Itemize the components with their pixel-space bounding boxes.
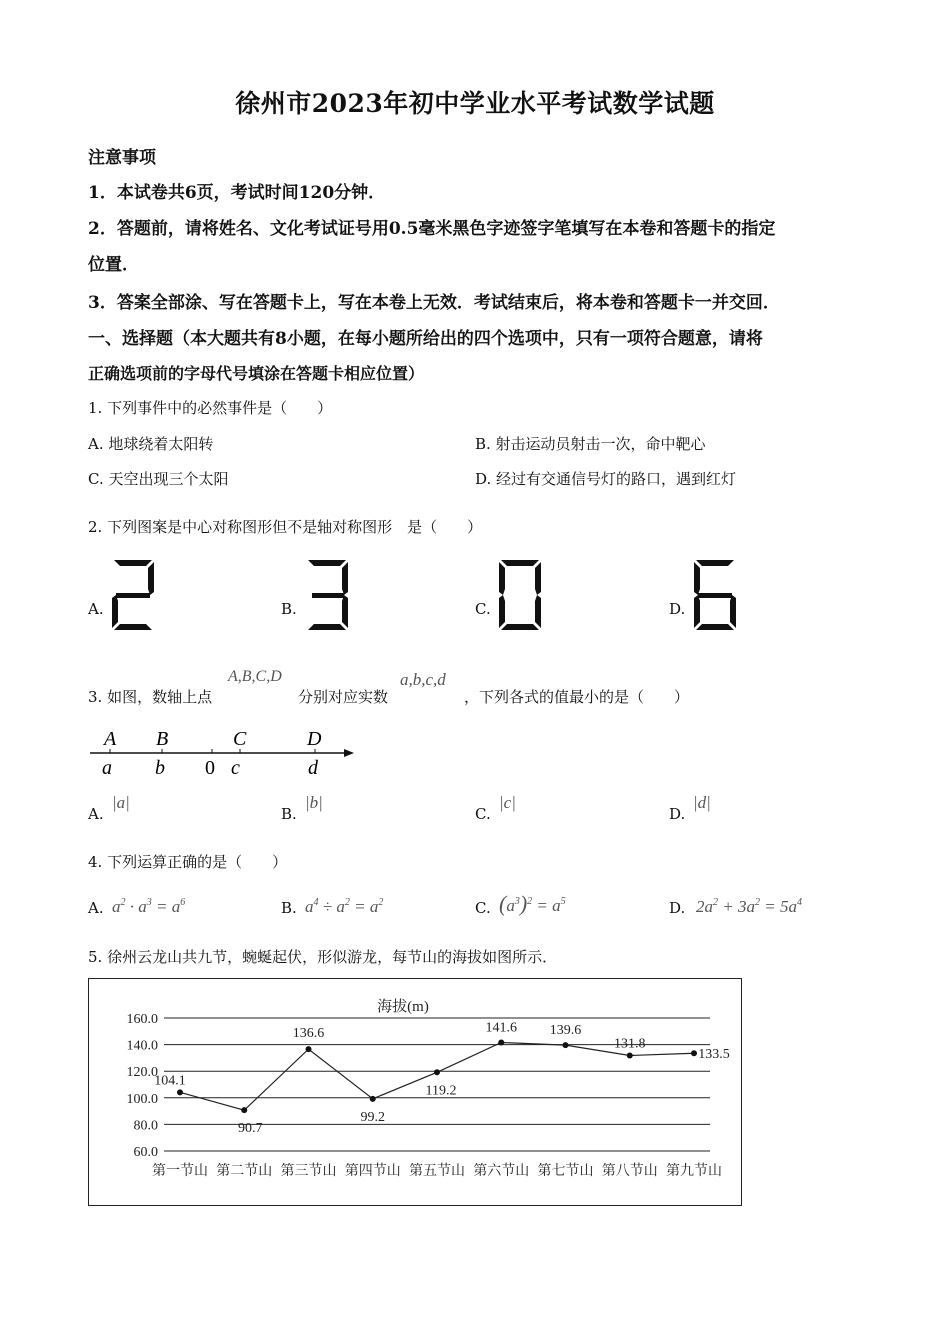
q1-option-d: D. 经过有交通信号灯的路口，遇到红灯 [475,470,737,488]
q3-option-b-math: |b| [305,793,323,812]
q1-option-b: B. 射击运动员射击一次，命中靶心 [475,435,706,453]
axis-label-d: d [308,757,318,779]
data-label: 99.2 [360,1109,385,1125]
q2-option-a: A. [88,600,104,618]
q3-stem-mid: 分别对应实数 [298,688,389,706]
note-item-2-cont: 位置． [88,255,139,275]
axis-label-C: C [233,728,247,750]
number-line-arrow-icon [344,749,354,757]
q4-option-a-math: $a^2 \cdot a^3 = a^6$ [112,897,186,916]
chart-title: 海拔(m) [377,999,429,1015]
y-tick-label: 160.0 [126,1012,158,1027]
section-heading-cont: 正确选项前的字母代号填涂在答题卡相应位置） [88,364,425,383]
q2-stem: 2. 下列图案是中心对称图形但不是轴对称图形 是（ ） [88,518,483,536]
q3-stem-pre: 3. 如图，数轴上点 [88,688,213,706]
y-tick-label: 120.0 [126,1065,158,1081]
x-tick-label: 第二节山 [216,1164,273,1179]
axis-label-a: a [102,757,112,779]
q3-option-d-math: |d| [693,793,711,812]
q3-option-b: B. [281,805,297,823]
series-line [180,1042,694,1110]
y-tick-label: 140.0 [126,1038,158,1054]
x-tick-label: 第七节山 [537,1164,594,1179]
q3-option-d: D. [669,805,686,823]
axis-label-zero: 0 [205,757,215,779]
data-point [627,1053,633,1059]
q3-option-c: C. [475,805,491,823]
q2-option-b: B. [281,600,297,618]
q2-option-c: C. [475,600,491,618]
data-point [241,1107,247,1113]
q4-option-a: A. [88,899,104,917]
q3-option-a: A. [88,805,104,823]
digit-0-figure [497,558,543,632]
altitude-chart [88,978,742,1206]
section-heading: 一、选择题（本大题共有8小题，在每小题所给出的四个选项中，只有一项符合题意，请将 [88,329,763,349]
data-label: 90.7 [238,1121,263,1137]
q4-option-c-math: $(a^3)^2 = a^5$ [499,891,566,916]
data-label: 139.6 [549,1023,582,1039]
data-label: 141.6 [485,1020,517,1036]
data-point [370,1096,376,1102]
number-line-figure [88,724,368,780]
q4-stem: 4. 下列运算正确的是（ ） [88,853,288,871]
q1-option-a: A. 地球绕着太阳转 [88,435,214,453]
q3-stem-post: ，下列各式的值最小的是（ ） [464,688,690,706]
q4-option-d-math: $2a^2 + 3a^2 = 5a^4$ [696,897,802,916]
x-tick-label: 第五节山 [409,1164,465,1179]
data-point [434,1069,440,1075]
data-label: 136.6 [292,1026,325,1042]
data-point [306,1046,312,1052]
page-title: 徐州市2023年初中学业水平考试数学试题 [235,89,715,118]
q4-option-d: D. [669,899,686,917]
q4-option-b: B. [281,899,297,917]
q3-option-c-math: |c| [499,793,516,812]
x-tick-label: 第九节山 [666,1164,722,1179]
x-tick-label: 第一节山 [152,1164,208,1179]
data-label: 133.5 [698,1047,730,1063]
q2-option-d: D. [669,600,686,618]
axis-label-A: A [104,728,117,750]
axis-label-c: c [231,757,240,779]
note-item-3: 3．答案全部涂、写在答题卡上，写在本卷上无效．考试结束后，将本卷和答题卡一并交回． [88,293,780,313]
y-tick-label: 80.0 [133,1118,158,1134]
data-label: 104.1 [154,1073,186,1089]
data-label: 119.2 [425,1083,457,1099]
q3-option-a-math: |a| [112,793,130,812]
axis-label-D: D [307,728,322,750]
axis-label-B: B [156,728,169,750]
data-point [691,1050,697,1056]
digit-6-figure [692,558,738,632]
q4-option-b-math: $a^4 \div a^2 = a^2$ [305,897,384,916]
y-tick-label: 60.0 [133,1145,158,1160]
notes-heading: 注意事项 [88,148,156,168]
note-item-1: 1．本试卷共6页，考试时间120分钟． [88,183,386,203]
q1-option-c: C. 天空出现三个太阳 [88,470,229,488]
x-tick-label: 第六节山 [473,1164,530,1179]
q4-option-c: C. [475,899,491,917]
axis-label-b: b [155,757,165,779]
q3-points-math: A,B,C,D [228,668,282,685]
x-tick-label: 第三节山 [280,1164,337,1179]
digit-3-figure [304,558,350,632]
q5-stem: 5. 徐州云龙山共九节，蜿蜒起伏，形似游龙，每节山的海拔如图所示． [88,948,558,966]
y-tick-label: 100.0 [126,1091,158,1107]
x-tick-label: 第四节山 [344,1164,401,1179]
note-item-2: 2．答题前，请将姓名、文化考试证号用0.5毫米黑色字迹签字笔填写在本卷和答题卡的指定 [88,219,776,239]
data-label: 131.8 [614,1036,646,1052]
q3-values-math: a,b,c,d [400,670,446,689]
x-tick-label: 第八节山 [601,1164,658,1179]
data-point [177,1089,183,1095]
q1-stem: 1. 下列事件中的必然事件是（ ） [88,399,333,417]
digit-2-figure [110,558,156,632]
data-point [563,1042,569,1048]
data-point [498,1039,504,1045]
